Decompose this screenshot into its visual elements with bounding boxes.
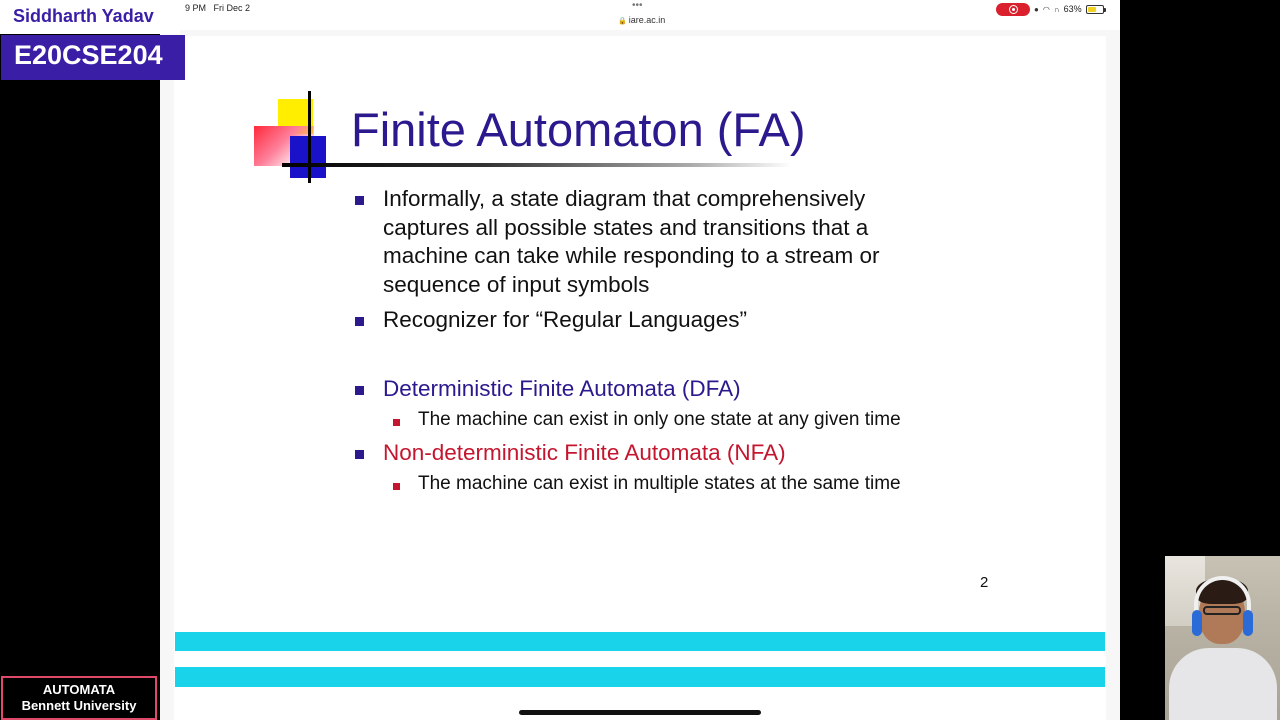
home-indicator[interactable] [519, 710, 761, 715]
bullet-nfa-heading: Non-deterministic Finite Automata (NFA) [383, 440, 786, 465]
bullet-marker [355, 317, 365, 327]
battery-percent: 63% [1063, 4, 1082, 14]
webcam-video [1165, 556, 1280, 720]
battery-icon [1086, 5, 1104, 14]
sub-bullet-marker [393, 483, 403, 493]
webcam-person-body [1169, 648, 1277, 720]
status-time-text: 9 PM [185, 3, 207, 13]
bullet-recognizer: Recognizer for “Regular Languages” [383, 307, 747, 332]
headphone-left-icon [1192, 610, 1202, 636]
course-code: E20CSE204 [14, 40, 163, 70]
bullet-marker [355, 450, 365, 460]
status-indicators [996, 2, 1104, 16]
sub-bullet-marker [393, 419, 403, 429]
course-name: AUTOMATA [42, 682, 116, 697]
status-time [185, 3, 250, 13]
bullet-line: Informally, a state diagram that comprehensively [383, 186, 866, 211]
glasses-icon [1203, 606, 1241, 615]
bullet-marker [355, 386, 365, 396]
footer-band-top [175, 632, 1105, 651]
headphones-icon: ∩ [1053, 4, 1060, 14]
bullet-line: sequence of input symbols [383, 271, 650, 297]
status-bar [160, 0, 1120, 30]
title-logo-vertical-line [308, 91, 311, 183]
title-underline [282, 163, 792, 167]
presenter-name-box [0, 0, 180, 34]
dot-indicator-icon: ● [1034, 4, 1039, 14]
slide-title: Finite Automaton (FA) [351, 103, 806, 156]
course-code-box [1, 35, 185, 80]
lock-icon: 🔒 [618, 18, 627, 25]
bullet-line: captures all possible states and transitions that a [383, 214, 869, 240]
screen-recording-icon[interactable] [996, 3, 1030, 16]
bullet-dfa-heading: Deterministic Finite Automata (DFA) [383, 376, 741, 401]
sub-bullet-dfa: The machine can exist in only one state at any given time [418, 409, 901, 430]
slide [174, 36, 1106, 720]
url-label[interactable] [618, 15, 665, 25]
presenter-name: Siddharth Yadav [13, 6, 154, 26]
headphone-right-icon [1243, 610, 1253, 636]
bullet-marker [355, 196, 365, 206]
multitask-dots-icon[interactable]: ••• [632, 0, 643, 11]
bullet-line: machine can take while responding to a stream or [383, 243, 880, 268]
course-label-box [1, 676, 157, 720]
status-date-text: Fri Dec 2 [213, 3, 251, 13]
university-name: Bennett University [21, 698, 137, 713]
sub-bullet-nfa: The machine can exist in multiple states at the same time [418, 473, 901, 494]
tablet-screen [160, 0, 1120, 720]
left-black-margin [0, 0, 160, 720]
slide-page-number: 2 [980, 574, 989, 591]
wifi-icon: ◠ [1042, 4, 1050, 14]
url-text: iare.ac.in [628, 15, 666, 25]
footer-band-bottom [175, 667, 1105, 687]
